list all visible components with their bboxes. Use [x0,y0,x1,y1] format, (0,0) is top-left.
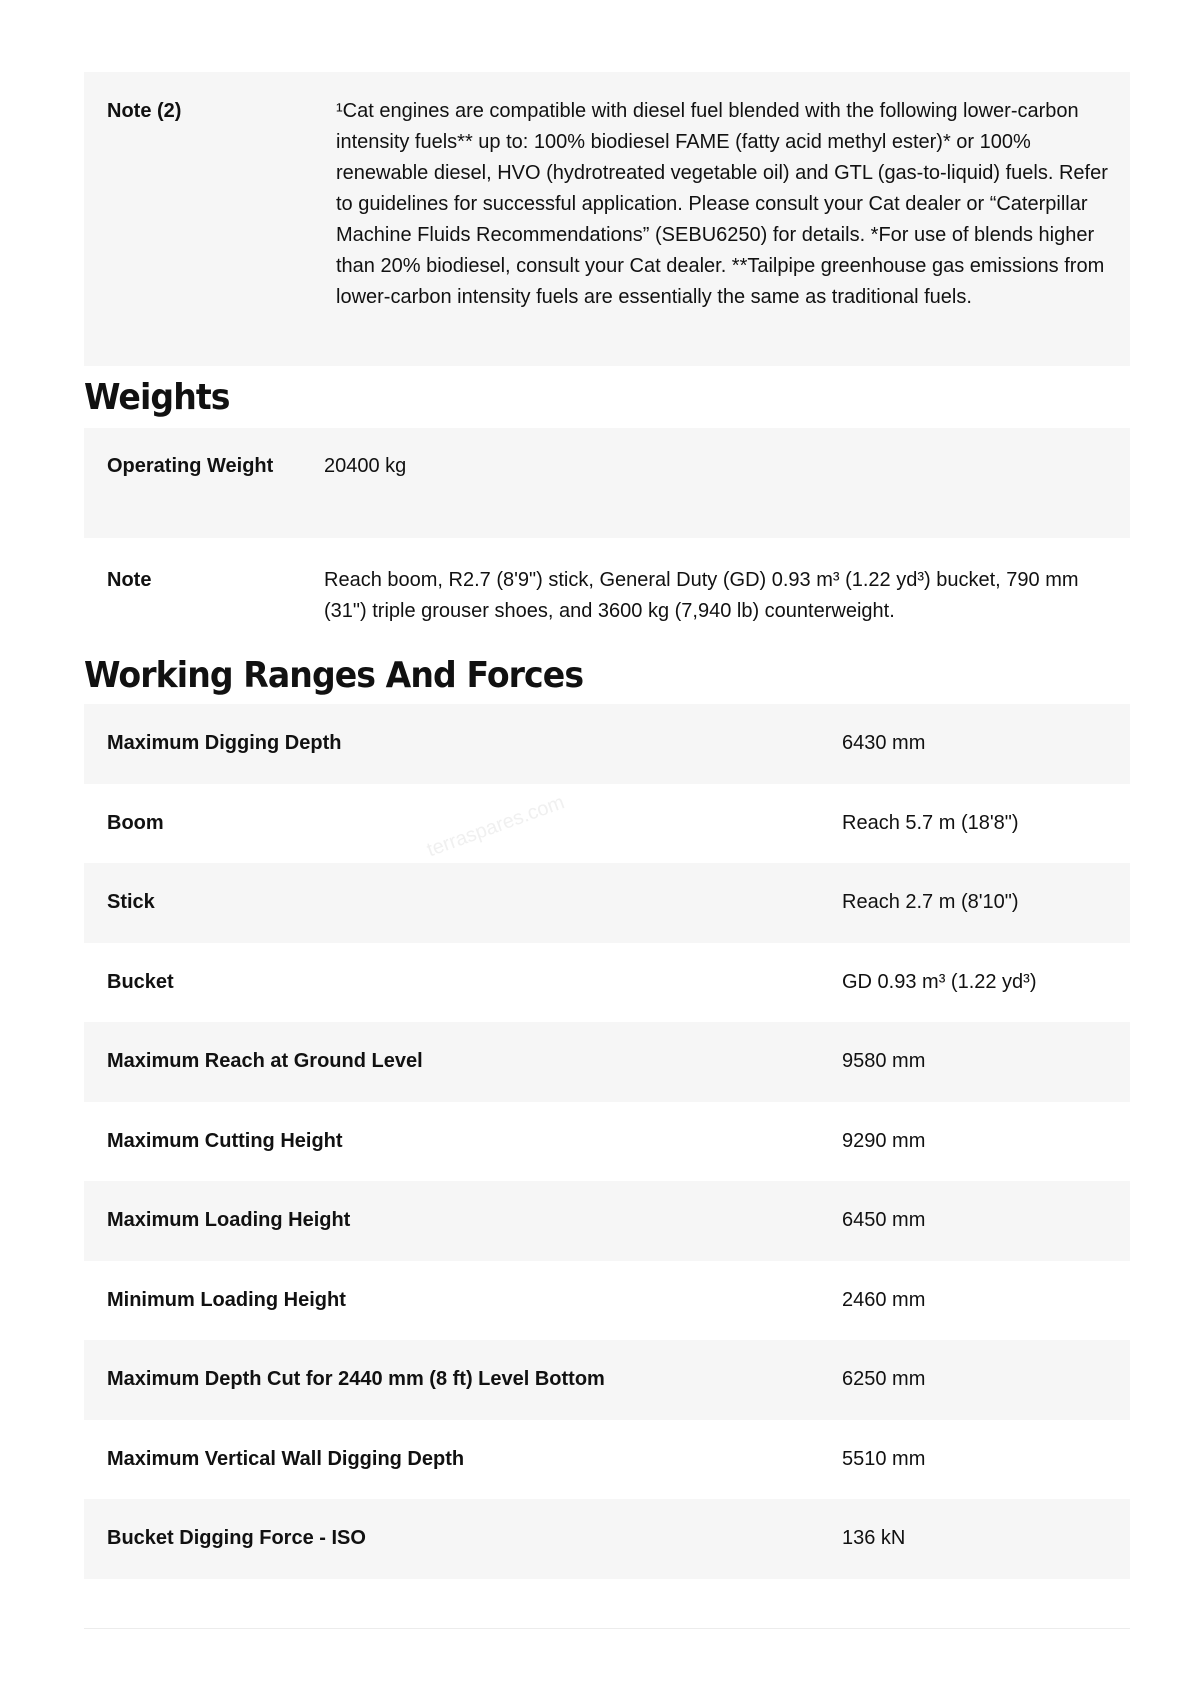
row-label: Maximum Loading Height [107,1209,351,1232]
table-row [84,704,1130,784]
table-row [84,943,1130,1023]
table-row [84,1181,1130,1261]
row-label: Bucket [107,970,174,993]
row-value: 5510 mm [842,1447,926,1470]
working-ranges-table [84,704,1130,1579]
weights-section-title: Weights [84,377,230,418]
spec-page [84,72,1130,1579]
row-value: 9290 mm [842,1129,926,1152]
watermark: terraspares.com [424,791,568,862]
weights-table [84,428,1130,650]
note-label: Note (2) [107,100,182,122]
row-value: 136 kN [842,1527,906,1550]
row-value: 6250 mm [842,1368,926,1391]
table-row [84,1022,1130,1102]
row-label: Maximum Depth Cut for 2440 mm (8 ft) Level Bottom [107,1368,605,1391]
table-row [84,784,1130,864]
weights-row-label: Note [107,569,152,591]
weights-row-value: Reach boom, R2.7 (8'9") stick, General Duty (GD) 0.93 m³ (1.22 yd³) bucket, 790 mm (31") triple grouser shoes, and 3600 kg (7,940 lb) counterweight. [324,569,1079,622]
row-label: Boom [107,811,164,834]
weights-row-operating-weight [84,428,1130,538]
table-row [84,1102,1130,1182]
weights-row-note [84,538,1130,650]
weights-row-label: Operating Weight [107,455,274,477]
row-value: Reach 5.7 m (18'8") [842,811,1019,834]
working-ranges-section-title: Working Ranges And Forces [84,655,584,696]
row-label: Maximum Cutting Height [107,1129,343,1152]
row-label: Stick [107,891,155,914]
note-text: ¹Cat engines are compatible with diesel fuel blended with the following lower-carbon intensity fuels** up to: 100% biodiesel FAME (fatty acid methyl ester)* or 100% renewable diesel, HVO (hydrotreated vegetable oil) and GTL (gas-to-liquid) fuels. Refer to guidelines for successful application. Please consult your Cat dealer or “Caterpillar Machine Fluids Recommendations” (SEBU6250) for details. *For use of blends higher than 20% biodiesel, consult your Cat dealer. **Tailpipe greenhouse gas emissions from lower-carbon intensity fuels are essentially the same as traditional fuels. [336,100,1108,308]
row-value: 9580 mm [842,1050,926,1073]
note-block [84,72,1130,366]
row-value: 6450 mm [842,1209,926,1232]
row-label: Maximum Reach at Ground Level [107,1050,423,1073]
row-value: 6430 mm [842,732,926,755]
row-value: Reach 2.7 m (8'10") [842,891,1019,914]
weights-row-value: 20400 kg [324,455,407,477]
table-row [84,1261,1130,1341]
row-label: Maximum Vertical Wall Digging Depth [107,1447,465,1470]
table-row [84,1340,1130,1420]
bottom-divider [84,1628,1130,1629]
row-label: Maximum Digging Depth [107,732,342,755]
table-row [84,863,1130,943]
table-row [84,1499,1130,1579]
row-value: GD 0.93 m³ (1.22 yd³) [842,970,1037,993]
row-label: Minimum Loading Height [107,1288,346,1311]
table-row [84,1420,1130,1500]
row-label: Bucket Digging Force - ISO [107,1527,366,1550]
row-value: 2460 mm [842,1288,926,1311]
